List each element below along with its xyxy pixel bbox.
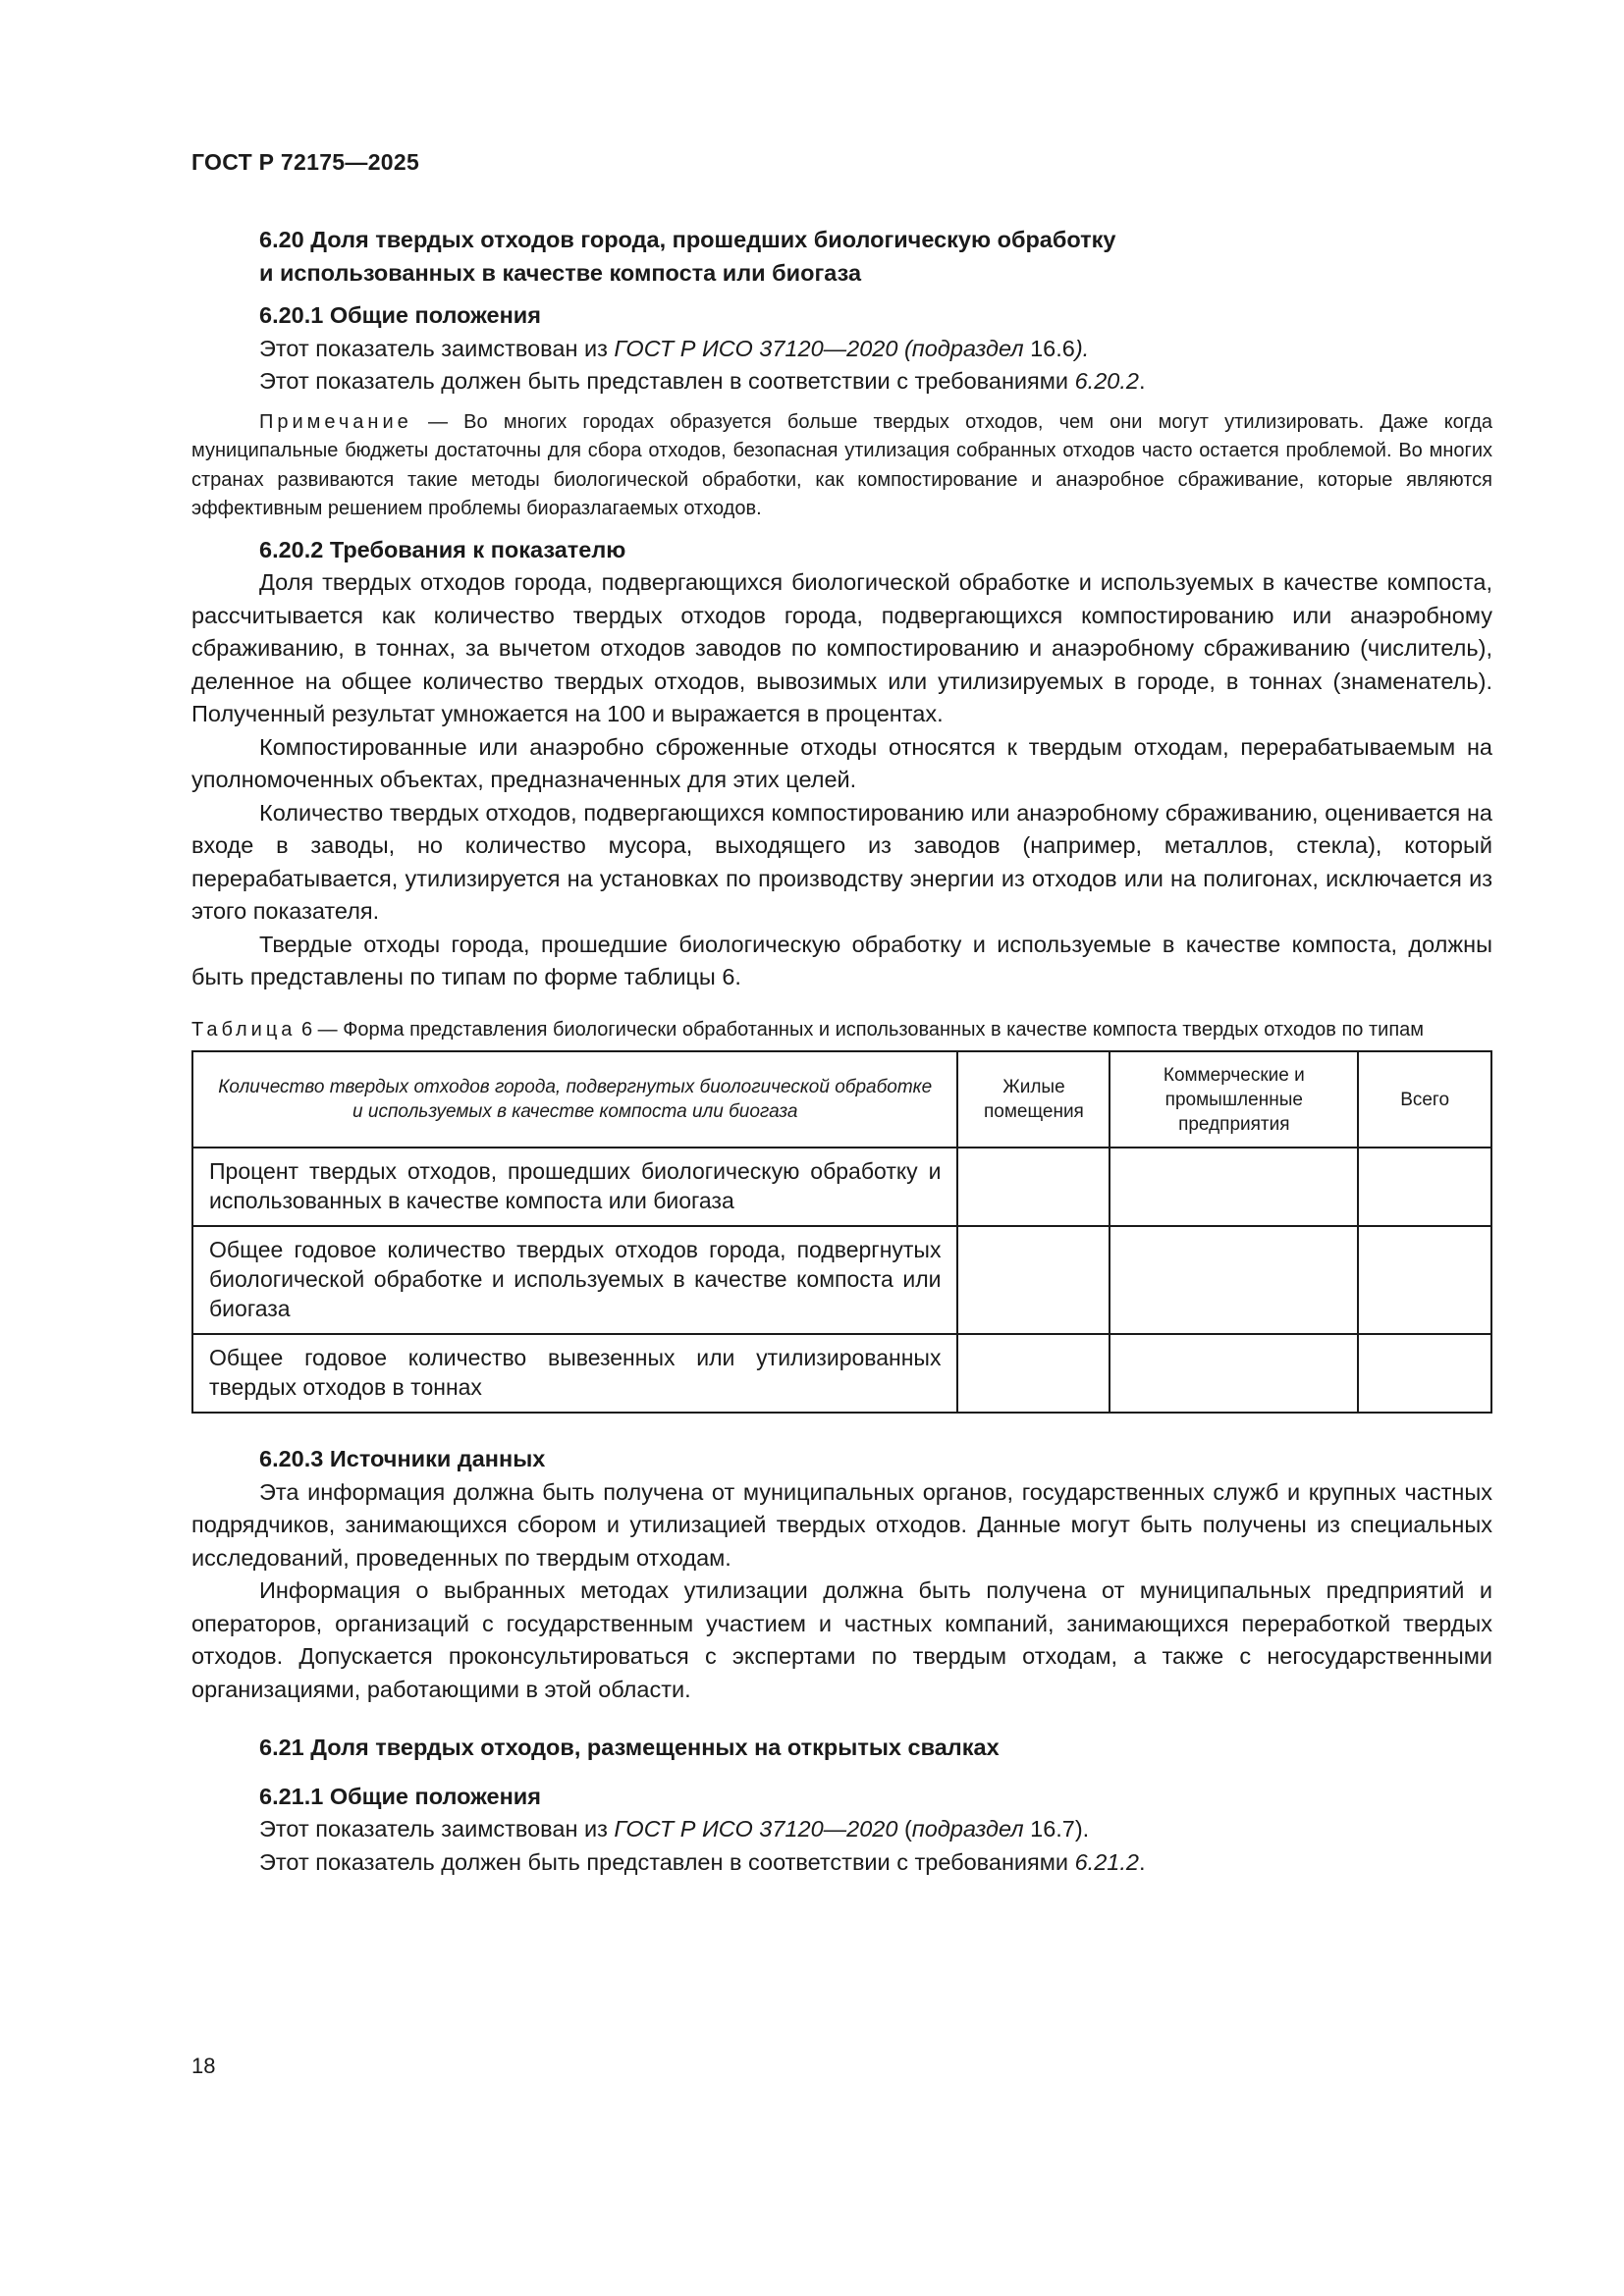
- table-cell: [1358, 1148, 1491, 1226]
- requirements-paragraph: [259, 1846, 1492, 1880]
- paragraph: Твердые отходы города, прошедшие биологическую обработку и используемые в качестве компоста, должны быть представлены по типам по форме таблицы 6.: [191, 931, 1492, 989]
- text: 16.6: [1023, 335, 1075, 361]
- borrowed-from-paragraph: [259, 333, 1492, 366]
- table-header-row: [192, 1051, 1491, 1148]
- borrowed-from-paragraph: [259, 1813, 1492, 1846]
- note-text: — Во многих городах образуется больше твердых отходов, чем они могут утилизировать. Даже когда муниципальные бюджеты достаточны для сбора отходов, безопасная утилизация собранных отходов часто остается проблемой. Во многих странах развиваются такие методы биологической обработки, как компостирование и анаэробное сбраживание, которые являются эффективным решением проблемы биоразлагаемых отходов.: [191, 410, 1492, 519]
- paragraph: Компостированные или анаэробно сброженные отходы относятся к твердым отходам, перерабатываемым на уполномоченных объектах, предназначенных для этих целей.: [191, 733, 1492, 792]
- text: Этот показатель заимствован из: [259, 1816, 615, 1842]
- caption-text: 6 — Форма представления биологически обработанных и использованных в качестве компоста твердых отходов по типам: [296, 1018, 1425, 1041]
- row-label: Процент твердых отходов, прошедших биологическую обработку и использованных в качестве компоста или биогаза: [192, 1148, 957, 1226]
- section-title-line: 6.20 Доля твердых отходов города, прошедших биологическую обработку: [259, 227, 1116, 252]
- column-header-total: Всего: [1358, 1051, 1491, 1148]
- paragraph: Эта информация должна быть получена от муниципальных органов, государственных служб и крупных частных подрядчиков, занимающихся сбором и утилизацией твердых отходов. Данные могут быть получены из специальных исследований, проведенных по твердым отходам.: [191, 1478, 1492, 1571]
- row-label: Общее годовое количество твердых отходов города, подвергнутых биологической обработке и используемых в качестве компоста или биогаза: [192, 1226, 957, 1334]
- section-title-line: и использованных в качестве компоста или биогаза: [259, 259, 862, 286]
- table-row: [192, 1148, 1491, 1226]
- note-label: Примечание: [259, 410, 412, 433]
- table-cell: [1110, 1226, 1358, 1334]
- text: ).: [1074, 335, 1090, 361]
- section-6-20-title: [259, 224, 1492, 290]
- clause-reference: 6.21.2: [1074, 1848, 1139, 1875]
- table-cell: [957, 1226, 1110, 1334]
- table-cell: [1358, 1226, 1491, 1334]
- table-6-caption: [191, 1016, 1492, 1045]
- subsection-6-20-3-title: 6.20.3 Источники данных: [259, 1446, 546, 1471]
- text: Этот показатель должен быть представлен в соответствии с требованиями: [259, 1848, 1075, 1875]
- subsection-6-20-1-title: 6.20.1 Общие положения: [259, 302, 541, 328]
- table-cell: [957, 1148, 1110, 1226]
- column-header-residential: Жилые помещения: [957, 1051, 1110, 1148]
- note-paragraph: [191, 408, 1492, 524]
- table-6: [191, 1050, 1492, 1414]
- standard-reference: ГОСТ Р ИСО 37120—2020 (подраздел: [614, 335, 1024, 361]
- subsection-6-20-2-title: 6.20.2 Требования к показателю: [259, 536, 626, 562]
- page-number: 18: [191, 2054, 216, 2078]
- row-label: Общее годовое количество вывезенных или утилизированных твердых отходов в тоннах: [192, 1334, 957, 1413]
- subsection-6-21-1-title: 6.21.1 Общие положения: [259, 1783, 541, 1809]
- table-cell: [1110, 1334, 1358, 1413]
- text: .: [1138, 368, 1146, 394]
- text: (: [897, 1816, 912, 1842]
- text: Этот показатель должен быть представлен в соответствии с требованиями: [259, 368, 1075, 394]
- column-header-quantity: Количество твердых отходов города, подвергнутых биологической обработке и используемых в качестве компоста или биогаза: [192, 1051, 957, 1148]
- text: подраздел: [911, 1816, 1024, 1842]
- paragraph: Количество твердых отходов, подвергающихся компостированию или анаэробному сбраживанию, оценивается на входе в заводы, но количество мусора, выходящего из заводов (например, металлов, стекла), который перерабатывается, утилизируется на установках по производству энергии из отходов или на полигонах, исключается из этого показателя.: [191, 799, 1492, 924]
- text: Этот показатель заимствован из: [259, 335, 615, 361]
- clause-reference: 6.20.2: [1074, 368, 1139, 394]
- table-row: [192, 1334, 1491, 1413]
- section-6-21-title: 6.21 Доля твердых отходов, размещенных на открытых свалках: [259, 1735, 1000, 1760]
- text: .: [1138, 1848, 1146, 1875]
- table-cell: [957, 1334, 1110, 1413]
- caption-label: Таблица: [191, 1018, 297, 1041]
- requirements-paragraph: [259, 365, 1492, 399]
- table-cell: [1358, 1334, 1491, 1413]
- standard-reference: ГОСТ Р ИСО 37120—2020: [614, 1816, 898, 1842]
- page-content: [191, 224, 1492, 1879]
- document-id-header: ГОСТ Р 72175—2025: [191, 149, 420, 175]
- text: 16.7).: [1023, 1816, 1090, 1842]
- table-row: [192, 1226, 1491, 1334]
- column-header-commercial: Коммерческие и промышленные предприятия: [1110, 1051, 1358, 1148]
- paragraph: Доля твердых отходов города, подвергающихся биологической обработке и используемых в качестве компоста, рассчитывается как количество твердых отходов города, подвергающихся компостированию или анаэробному сбраживанию, в тоннах, за вычетом отходов заводов по компостированию и анаэробному сбраживанию (числитель), деленное на общее количество твердых отходов, вывозимых или утилизируемых в городе, в тоннах (знаменатель). Полученный результат умножается на 100 и выражается в процентах.: [191, 569, 1492, 726]
- paragraph: Информация о выбранных методах утилизации должна быть получена от муниципальных предприятий и операторов, организаций с государственным участием и частных компаний, занимающихся переработкой твердых отходов. Допускается проконсультироваться с экспертами по твердым отходам, а также с негосударственными организациями, работающими в этой области.: [191, 1577, 1492, 1702]
- table-cell: [1110, 1148, 1358, 1226]
